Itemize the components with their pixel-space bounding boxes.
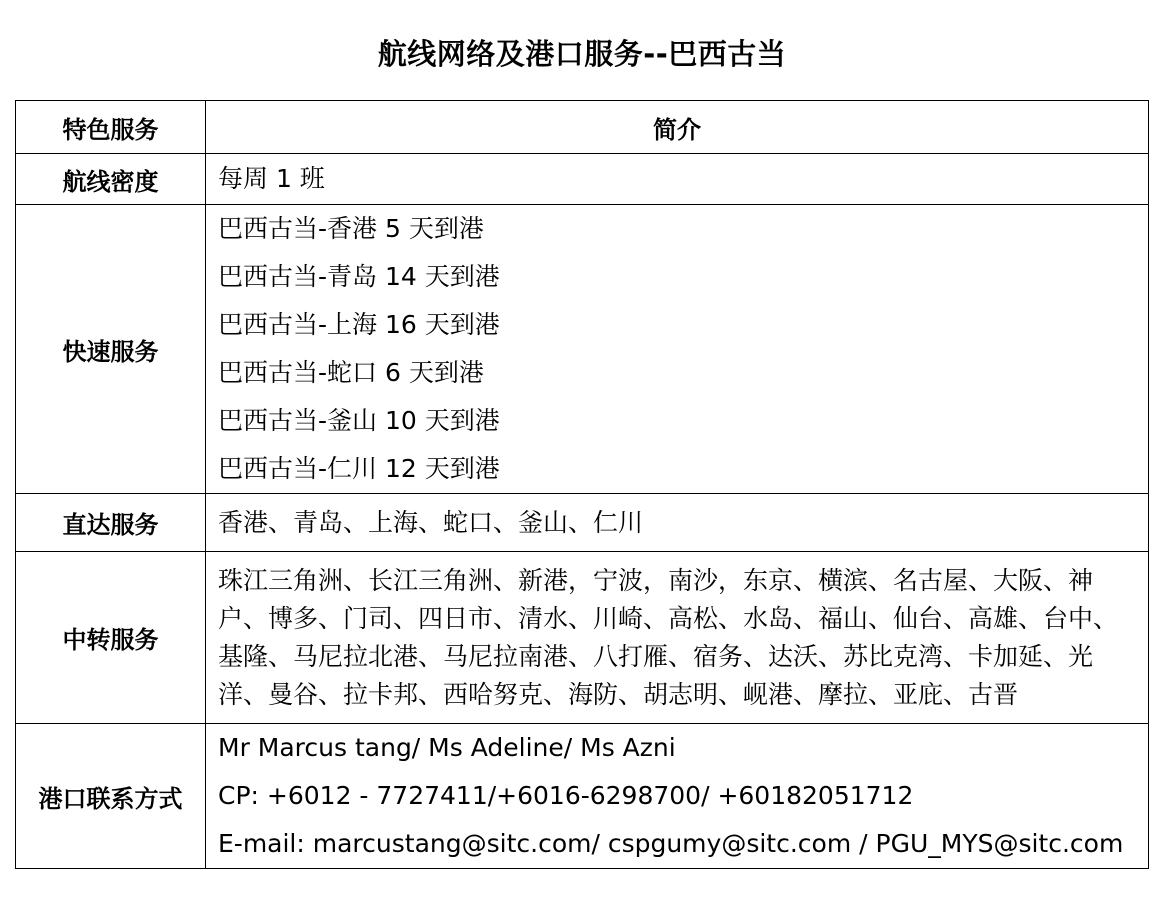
service-table: [15, 100, 1149, 869]
contact-phone: CP: +6012 - 7727411/+6016-6298700/ +60182051712: [218, 781, 914, 810]
table-header-row: [16, 101, 1149, 154]
express-value: [206, 205, 1149, 494]
express-line: 巴西古当-青岛 14 天到港: [218, 262, 500, 291]
contact-email: E-mail: marcustang@sitc.com/ cspgumy@sitc.com / PGU_MYS@sitc.com: [218, 829, 1124, 858]
header-feature: 特色服务: [16, 101, 206, 154]
table-row-contact: [16, 724, 1149, 869]
direct-label: 直达服务: [16, 494, 206, 552]
express-line: 巴西古当-上海 16 天到港: [218, 310, 500, 339]
contact-label: 港口联系方式: [16, 724, 206, 869]
express-line: 巴西古当-仁川 12 天到港: [218, 454, 500, 483]
table-row-express: [16, 205, 1149, 494]
frequency-label: 航线密度: [16, 154, 206, 205]
transfer-value: 珠江三角洲、长江三角洲、新港，宁波，南沙，东京、横滨、名古屋、大阪、神户、博多、门司、四日市、清水、川崎、高松、水岛、福山、仙台、高雄、台中、基隆、马尼拉北港、马尼拉南港、八打雁、宿务、达沃、苏比克湾、卡加延、光洋、曼谷、拉卡邦、西哈努克、海防、胡志明、岘港、摩拉、亚庇、古晋: [206, 552, 1149, 724]
contact-value: [206, 724, 1149, 869]
express-label: 快速服务: [16, 205, 206, 494]
express-line: 巴西古当-釜山 10 天到港: [218, 406, 500, 435]
transfer-label: 中转服务: [16, 552, 206, 724]
direct-value: 香港、青岛、上海、蛇口、釜山、仁川: [206, 494, 1149, 552]
page-title: 航线网络及港口服务--巴西古当: [377, 37, 787, 71]
frequency-value: 每周 1 班: [206, 154, 1149, 205]
table-row-transfer: [16, 552, 1149, 724]
header-intro: 简介: [206, 101, 1149, 154]
table-row-frequency: [16, 154, 1149, 205]
express-line: 巴西古当-蛇口 6 天到港: [218, 358, 484, 387]
contact-names: Mr Marcus tang/ Ms Adeline/ Ms Azni: [218, 733, 676, 762]
table-row-direct: [16, 494, 1149, 552]
express-line: 巴西古当-香港 5 天到港: [218, 214, 484, 243]
